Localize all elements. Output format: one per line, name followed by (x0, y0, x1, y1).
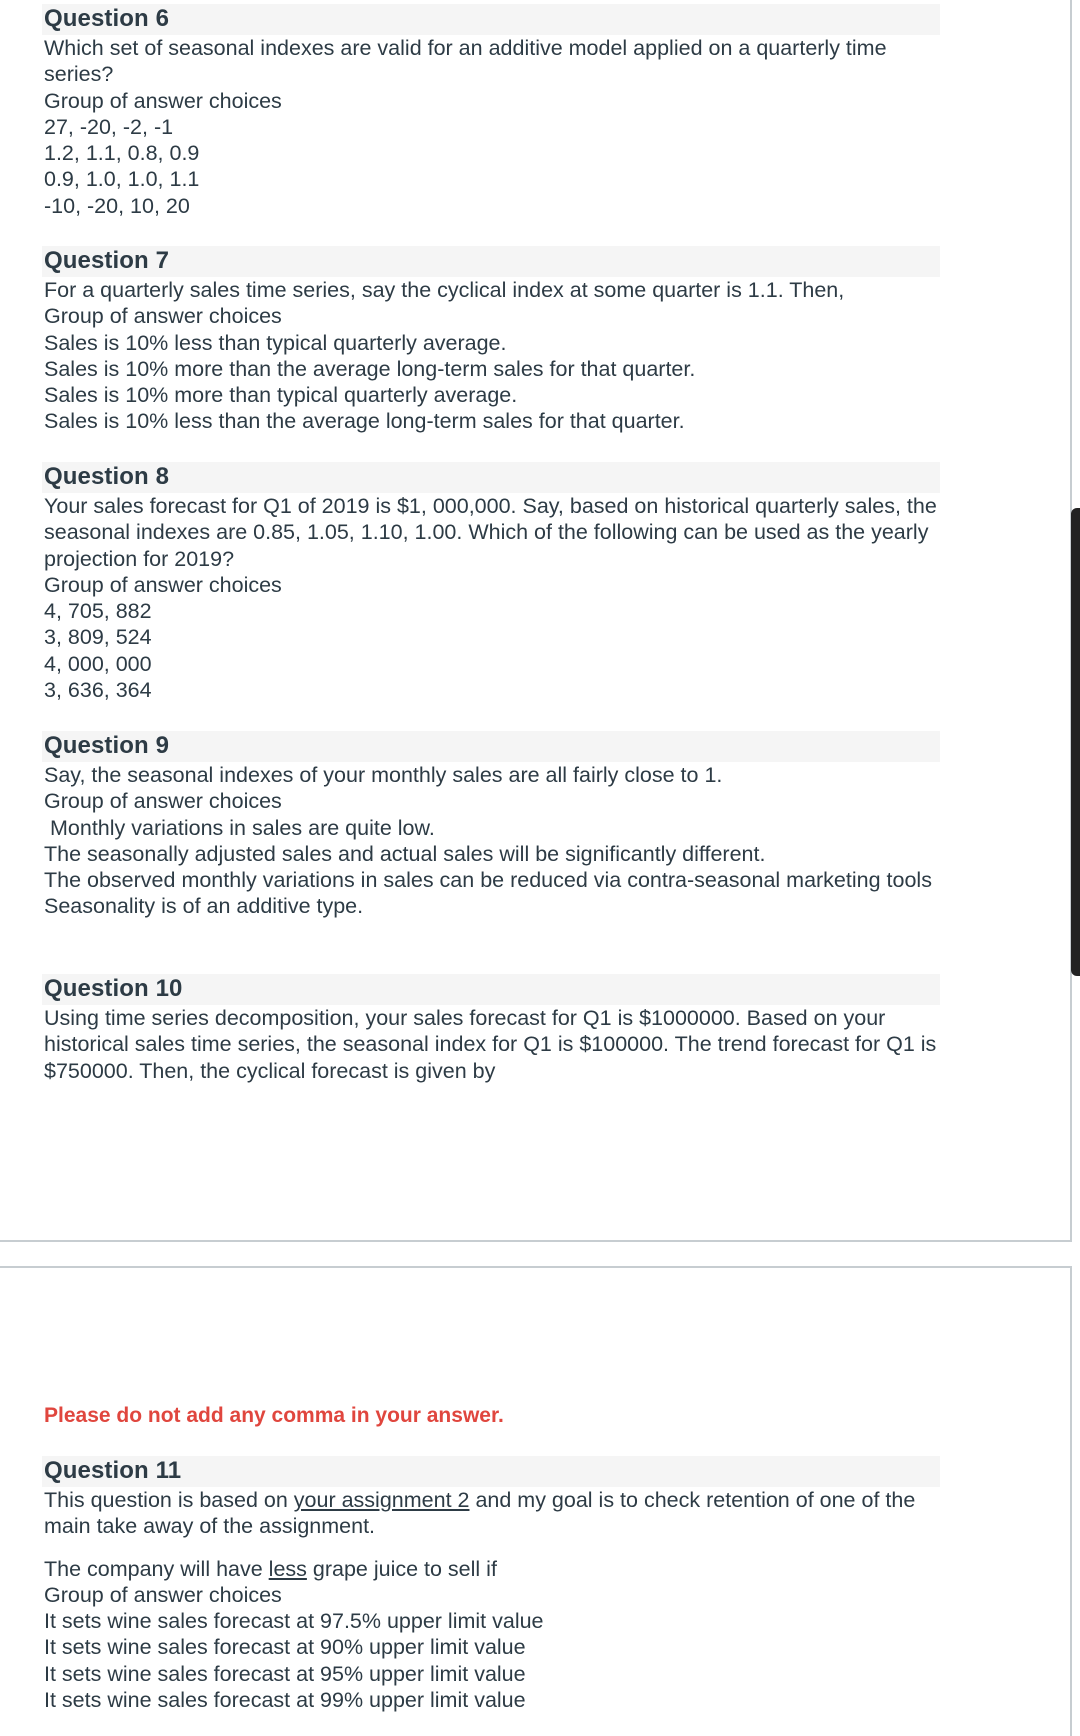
question-text (44, 1487, 940, 1540)
answer-choice[interactable]: Sales is 10% more than typical quarterly average. (44, 383, 518, 408)
answer-list (44, 598, 940, 703)
question-header (42, 731, 940, 762)
question-text-after: and my goal is to check retention of one of the main take away of the assignment. (44, 1488, 916, 1539)
question-header (42, 1456, 940, 1487)
answer-choice[interactable]: Seasonality is of an additive type. (44, 894, 364, 919)
answer-choice[interactable]: It sets wine sales forecast at 99% upper limit value (44, 1688, 526, 1713)
comma-warning: Please do not add any comma in your answer. (44, 1404, 504, 1427)
question-text: Which set of seasonal indexes are valid for an additive model applied on a quarterly time series? (44, 36, 887, 87)
question-title: Question 11 (44, 1457, 182, 1485)
answer-choice[interactable]: Sales is 10% more than the average long-term sales for that quarter. (44, 356, 696, 381)
answer-choice[interactable]: 4, 000, 000 (44, 651, 152, 676)
question-10 (44, 974, 940, 1084)
answer-choice[interactable]: The observed monthly variations in sales can be reduced via contra-seasonal marketing tools (44, 868, 932, 893)
answer-group-label: Group of answer choices (44, 304, 282, 329)
question-text: Your sales forecast for Q1 of 2019 is $1, 000,000. Say, based on historical quarterly sales, the seasonal indexes are 0.85, 1.05, 1.10, 1.00. Which of the following can be used as the yearly projection for 2019? (44, 494, 937, 571)
question-title: Question 7 (44, 247, 170, 275)
question-11 (44, 1456, 940, 1713)
question-header (42, 246, 940, 277)
answer-choice[interactable]: -10, -20, 10, 20 (44, 193, 190, 218)
answer-list (44, 114, 940, 219)
question-prompt (44, 1556, 940, 1582)
answer-list (44, 330, 940, 435)
answer-choice[interactable]: It sets wine sales forecast at 95% upper limit value (44, 1661, 526, 1686)
question-header (42, 462, 940, 493)
question-text: For a quarterly sales time series, say the cyclical index at some quarter is 1.1. Then, (44, 278, 845, 302)
answer-choice[interactable]: 3, 636, 364 (44, 678, 152, 703)
prompt-emphasis: less (268, 1556, 307, 1581)
question-7 (44, 246, 940, 435)
answer-choice[interactable]: It sets wine sales forecast at 90% upper limit value (44, 1635, 526, 1660)
answer-choice[interactable]: The seasonally adjusted sales and actual sales will be significantly different. (44, 841, 766, 866)
answer-choice[interactable]: 3, 809, 524 (44, 625, 152, 650)
question-title: Question 6 (44, 5, 170, 33)
question-text-before: This question is based on (44, 1488, 294, 1512)
answer-choice[interactable]: It sets wine sales forecast at 97.5% upper limit value (44, 1609, 544, 1634)
question-9 (44, 731, 940, 920)
answer-choice[interactable]: 1.2, 1.1, 0.8, 0.9 (44, 141, 200, 166)
answer-group-label: Group of answer choices (44, 572, 282, 597)
answer-list (44, 815, 940, 920)
answer-choice[interactable]: Monthly variations in sales are quite low. (50, 815, 435, 840)
answer-group-label: Group of answer choices (44, 88, 282, 113)
assignment-link[interactable]: your assignment 2 (293, 1488, 470, 1512)
question-title: Question 10 (44, 975, 183, 1003)
question-6 (44, 4, 940, 219)
question-title: Question 9 (44, 732, 170, 760)
answer-group-label: Group of answer choices (44, 1582, 282, 1607)
scrollbar-thumb[interactable] (1071, 508, 1080, 976)
answer-choice[interactable]: 0.9, 1.0, 1.0, 1.1 (44, 167, 200, 192)
prompt-before: The company will have (44, 1556, 269, 1581)
question-title: Question 8 (44, 463, 170, 491)
answer-choice[interactable]: Sales is 10% less than typical quarterly average. (44, 330, 507, 355)
question-text: Using time series decomposition, your sales forecast for Q1 is $1000000. Based on your historical sales time series, the seasonal index for Q1 is $100000. The trend forecast for Q1 is $750000. Then, the cyclical forecast is given by (44, 1006, 937, 1083)
answer-group-label: Group of answer choices (44, 789, 282, 814)
prompt-after: grape juice to sell if (306, 1556, 497, 1581)
question-header (42, 974, 940, 1005)
answer-choice[interactable]: 4, 705, 882 (44, 599, 152, 624)
answer-choice[interactable]: Sales is 10% less than the average long-term sales for that quarter. (44, 409, 685, 434)
question-text: Say, the seasonal indexes of your monthly sales are all fairly close to 1. (44, 763, 723, 787)
question-8 (44, 462, 940, 703)
question-header (42, 4, 940, 35)
answer-list (44, 1608, 940, 1713)
answer-choice[interactable]: 27, -20, -2, -1 (44, 114, 174, 139)
